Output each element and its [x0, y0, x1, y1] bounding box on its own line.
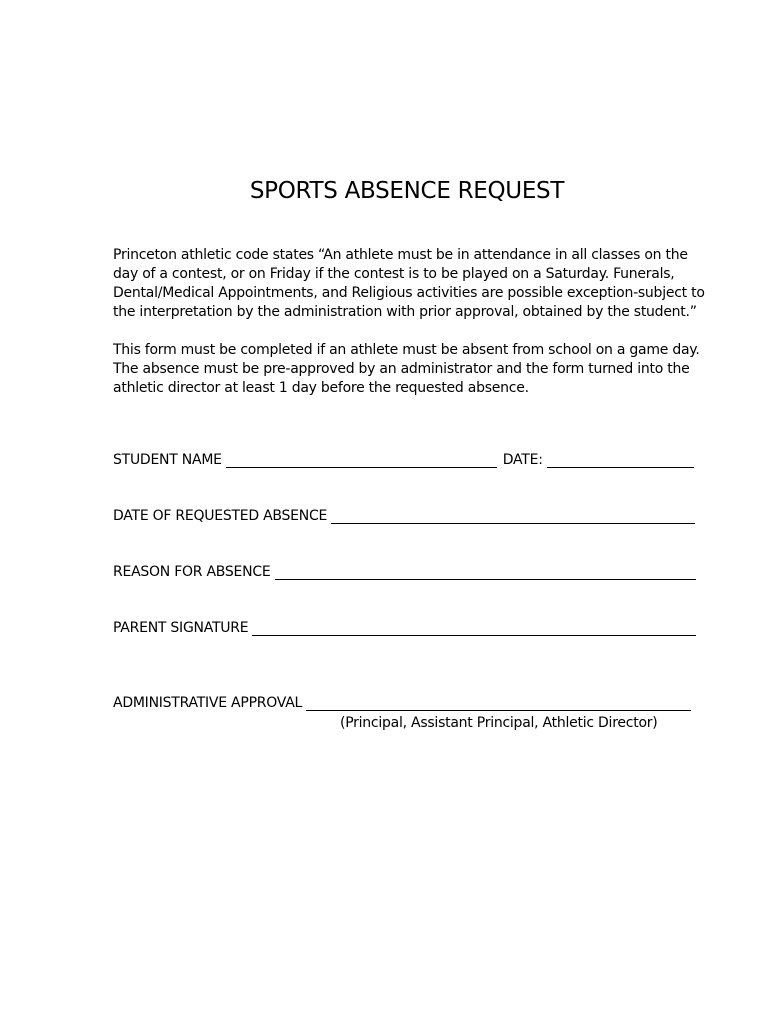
parent-signature-field[interactable]: [252, 621, 696, 636]
student-name-label: STUDENT NAME: [113, 452, 222, 468]
parent-signature-row: [113, 620, 696, 636]
date-label: DATE:: [502, 452, 543, 468]
administrative-approval-field[interactable]: [306, 696, 691, 711]
administrative-approval-row: [113, 695, 691, 711]
parent-signature-label: PARENT SIGNATURE: [113, 620, 249, 636]
requested-absence-field[interactable]: [331, 509, 695, 524]
reason-row: [113, 564, 696, 580]
instructions-paragraph: This form must be completed if an athlete must be absent from school on a game day. The absence must be pre-approved by an administrator and the form turned into the athletic director at least 1 day before the requested absence.: [113, 342, 700, 396]
student-name-row: [113, 452, 694, 468]
administrative-approval-label: ADMINISTRATIVE APPROVAL: [113, 695, 303, 711]
approvers-note: (Principal, Assistant Principal, Athletic Director): [340, 715, 658, 731]
requested-absence-row: [113, 508, 695, 524]
athletic-code-paragraph: Princeton athletic code states “An athlete must be in attendance in all classes on the day of a contest, or on Friday if the contest is to be played on a Saturday. Funerals, Dental/Medical Appointments, and Religious activities are possible exception-subject to the interpretation by the administration with prior approval, obtained by the student.”: [113, 247, 705, 320]
reason-field[interactable]: [275, 565, 696, 580]
reason-label: REASON FOR ABSENCE: [113, 564, 271, 580]
requested-absence-label: DATE OF REQUESTED ABSENCE: [113, 508, 328, 524]
page-title: SPORTS ABSENCE REQUEST: [249, 178, 565, 204]
student-name-field[interactable]: [226, 453, 497, 468]
date-field[interactable]: [547, 453, 694, 468]
